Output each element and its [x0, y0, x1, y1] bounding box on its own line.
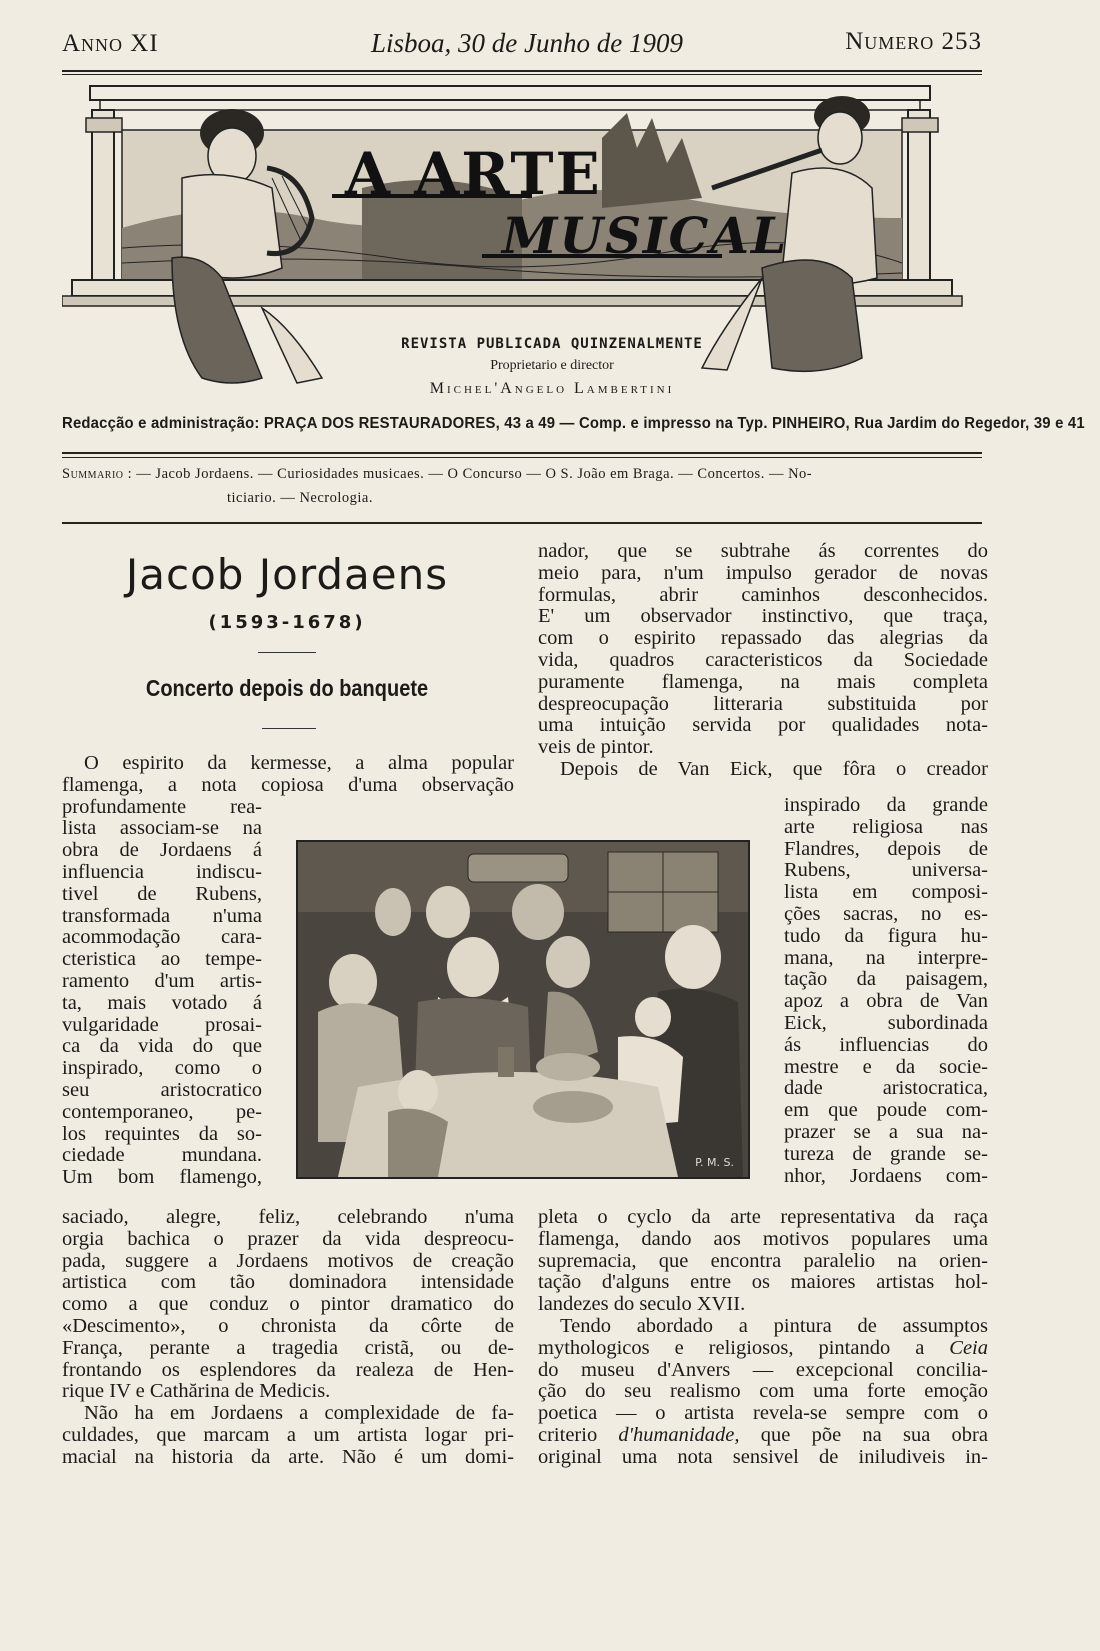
text-fragment: criterio: [538, 1423, 619, 1446]
masthead-proprietor-label: Proprietario e director: [490, 358, 614, 373]
text-line: saciado, alegre, feliz, celebrando n'uma: [62, 1206, 514, 1228]
text-line: formulas, abrir caminhos desconhecidos.: [538, 583, 988, 606]
text-line: arte religiosa nas: [784, 815, 988, 838]
masthead: [62, 78, 982, 413]
masthead-director: Michel'Angelo Lambertini: [429, 380, 675, 397]
text-line: Um bom flamengo,: [62, 1166, 262, 1189]
article-subtitle: Concerto depois do banquete: [145, 676, 429, 702]
text-line: supremacia, que encontra paralelio na orien-: [538, 1249, 988, 1272]
text-line: [538, 1338, 988, 1360]
text-line: contemporaneo, pe-: [62, 1100, 262, 1123]
text-line: dade aristocratica,: [784, 1077, 988, 1100]
painting-image: [298, 842, 748, 1177]
text-line: Não ha em Jordaens a complexidade de fa-: [84, 1402, 514, 1425]
text-line: transformada n'uma: [62, 904, 262, 927]
text-fragment: que põe na sua obra: [739, 1423, 988, 1446]
text-line: lista em composi-: [784, 881, 988, 904]
text-line: Flandres, depois de: [784, 837, 988, 860]
text-line: com o espirito repassado das alegrias da: [538, 627, 988, 650]
text-line: ramento d'um artis-: [62, 969, 262, 992]
right-paragraph-3: [538, 1316, 988, 1469]
text-line: Eick, subordinada: [784, 1011, 988, 1034]
text-line: ás influencias do: [784, 1033, 988, 1056]
issue-header: [62, 24, 982, 64]
text-line: ções sacras, no es-: [784, 902, 988, 925]
right-column-bottom: [538, 1207, 988, 1469]
text-line: mana, na interpre-: [784, 946, 988, 969]
right-column-top: [538, 541, 988, 781]
text-line: poetica — o artista revela-se sempre com o: [538, 1402, 988, 1425]
masthead-title-line2: MUSICAL: [502, 206, 789, 265]
header-rule: [62, 70, 982, 72]
text-line: prazer se a sua na-: [784, 1120, 988, 1143]
left-column-bottom: [62, 1207, 514, 1469]
text-line: tivel de Rubens,: [62, 882, 262, 905]
text-line: veis de pintor.: [538, 736, 654, 759]
issue-number: Numero 253: [845, 28, 982, 55]
text-line: artistica com tão dominadora intensidade: [62, 1271, 514, 1294]
summary: [62, 462, 987, 510]
text-line: [538, 1425, 988, 1447]
left-paragraph-2: [62, 1403, 514, 1468]
text-line: tureza de grande se-: [784, 1142, 988, 1165]
right-column-narrow: [784, 795, 988, 1187]
text-line: Tendo abordado a pintura de assumptos: [560, 1314, 988, 1337]
text-line: acommodação cara-: [62, 926, 262, 949]
title-divider: [258, 652, 316, 653]
text-line: apoz a obra de Van: [784, 990, 988, 1013]
text-line: macial na historia da arte. Não é um domi-: [62, 1445, 514, 1468]
text-line: ciedade mundana.: [62, 1144, 262, 1167]
summario-top-rule: [62, 452, 982, 454]
painting-illustration: [296, 840, 750, 1179]
italic-term: d'humanidade,: [618, 1423, 740, 1446]
text-line: influencia indiscu-: [62, 860, 262, 883]
text-line: rique IV e Cathărina de Medicis.: [62, 1380, 331, 1403]
redaccao-line: Redacção e administração: PRAÇA DOS RESTAURADORES, 43 a 49 — Comp. e impresso na Typ. PINHEIRO, Rua Jardim do Regedor, 39 e 41: [62, 415, 1085, 432]
text-line: tação d'alguns entre os maiores artistas hol-: [538, 1271, 988, 1294]
article-top-rule: [62, 522, 982, 524]
text-line: original uma nota sensivel de iniludiveis in-: [538, 1445, 988, 1468]
text-line: França, perante a tragedia cristã, ou de-: [62, 1336, 514, 1359]
text-fragment: mythologicos e religiosos, pintando a: [538, 1336, 950, 1359]
text-line: como a que conduz o pintor dramatico do: [62, 1293, 514, 1316]
text-line: uma intuição servida por qualidades nota-: [538, 714, 988, 737]
painting-signature: P. M. S.: [695, 1156, 734, 1169]
italic-title: Ceia: [949, 1336, 988, 1359]
text-line: flamenga, a nota copiosa d'uma observação: [62, 773, 514, 796]
subtitle-divider: [262, 728, 316, 729]
text-line: inspirado da grande: [784, 794, 988, 816]
text-line: ção do seu realismo com uma forte emoção: [538, 1380, 988, 1403]
text-line: ca da vida do que: [62, 1035, 262, 1058]
text-line: E' um observador instinctivo, que traça,: [538, 605, 988, 628]
article-dates: (1593-1678): [208, 612, 366, 633]
text-line: orgia bachica o prazer da vida despreocu-: [62, 1227, 514, 1250]
text-line: «Descimento», o chronista da côrte de: [62, 1314, 514, 1337]
text-line: frontando os esplendores da realeza de Hen-: [62, 1358, 514, 1381]
text-line: Depois de Van Eick, que fôra o creador: [560, 757, 988, 780]
issue-volume: Anno XI: [62, 30, 159, 57]
text-line: despreocupação litteraria substituida por: [538, 692, 988, 715]
summary-line2: ticiario. — Necrologia.: [227, 490, 373, 506]
text-line: nhor, Jordaens com-: [784, 1164, 988, 1187]
text-line: mestre e da socie-: [784, 1055, 988, 1078]
summario-top-rule-thin: [62, 457, 982, 458]
text-line: tudo da figura hu-: [784, 924, 988, 947]
text-line: profundamente rea-: [62, 795, 262, 818]
text-line: pleta o cyclo da arte representativa da raça: [538, 1206, 988, 1228]
text-line: nador, que se subtrahe ás correntes do: [538, 540, 988, 562]
text-line: ta, mais votado á: [62, 991, 262, 1014]
text-line: meio para, n'um impulso gerador de novas: [538, 561, 988, 584]
summary-line1: — Jacob Jordaens. — Curiosidades musicaes. — O Concurso — O S. João em Braga. — Concertos. — No-: [136, 466, 813, 482]
text-line: cteristica ao tempe-: [62, 948, 262, 971]
text-line: tação da paisagem,: [784, 968, 988, 991]
text-line: landezes do seculo XVII.: [538, 1293, 746, 1316]
text-line: puramente flamenga, na mais completa: [538, 670, 988, 693]
masthead-subtitle: REVISTA PUBLICADA QUINZENALMENTE: [401, 336, 703, 352]
text-line: inspirado, como o: [62, 1057, 262, 1080]
text-line: flamenga, dando aos motivos populares uma: [538, 1227, 988, 1250]
issue-date: Lisboa, 30 de Junho de 1909: [371, 28, 683, 58]
text-line: culdades, que marcam a um artista logar pri-: [62, 1423, 514, 1446]
text-line: lista associam-se na: [62, 817, 262, 840]
text-line: obra de Jordaens á: [62, 839, 262, 862]
text-line: vulgaridade prosai-: [62, 1013, 262, 1036]
text-line: O espirito da kermesse, a alma popular: [84, 752, 514, 774]
text-line: Rubens, universa-: [784, 859, 988, 882]
text-line: los requintes da so-: [62, 1122, 262, 1145]
text-line: pada, suggere a Jordaens motivos de creação: [62, 1249, 514, 1272]
masthead-title-line1: A ARTE: [345, 140, 602, 208]
header-rule-thin: [62, 74, 982, 75]
text-line: do museu d'Anvers — excepcional concilia-: [538, 1358, 988, 1381]
text-line: em que poude com-: [784, 1099, 988, 1122]
text-line: seu aristocratico: [62, 1078, 262, 1101]
summary-label: Summario :: [62, 466, 133, 482]
article-title: Jacob Jordaens: [125, 550, 449, 599]
text-line: vida, quadros caracteristicos da Sociedade: [538, 648, 988, 671]
